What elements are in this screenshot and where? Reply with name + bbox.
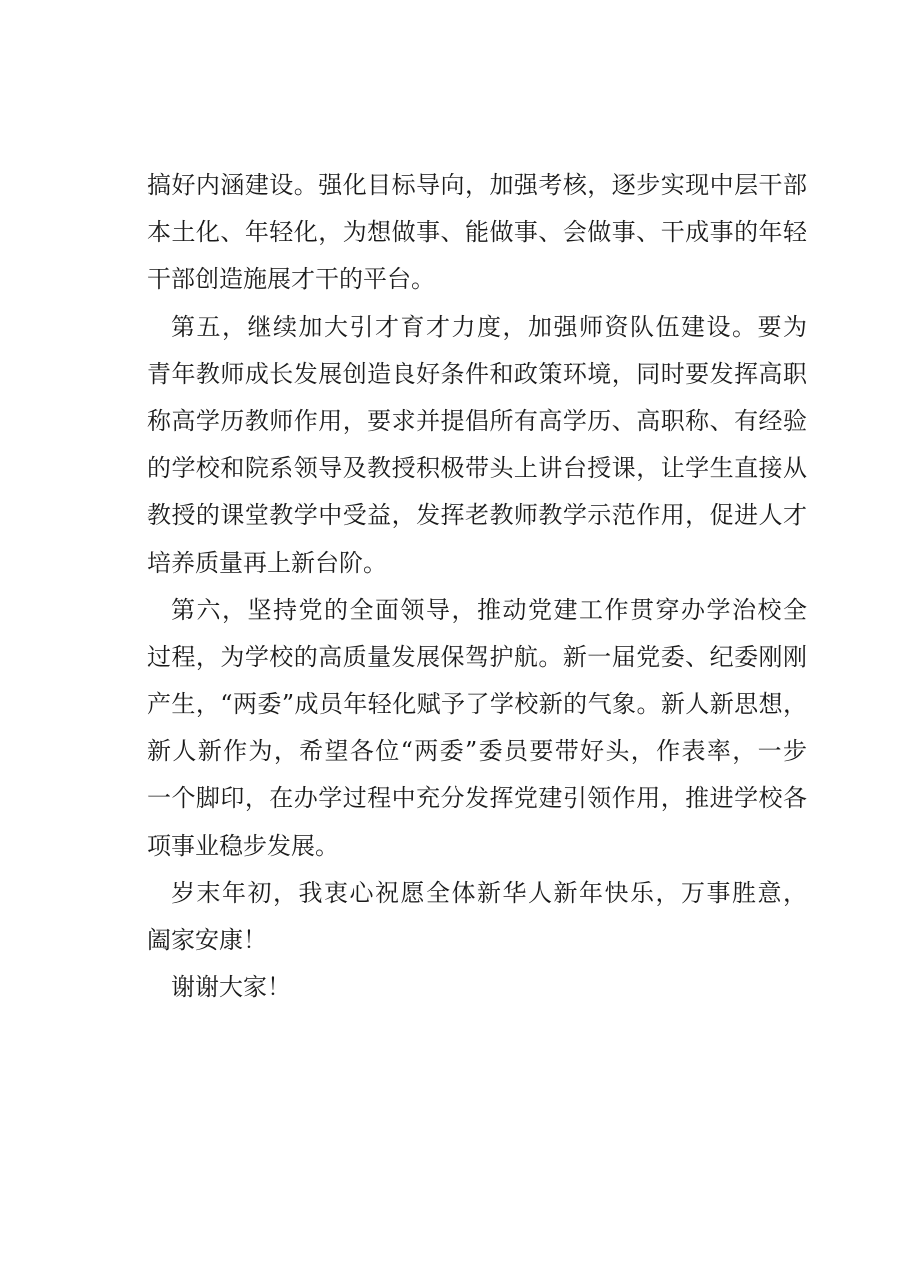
text-line: 过程，为学校的高质量发展保驾护航。新一届党委、纪委刚刚	[147, 642, 807, 671]
text-line: 一个脚印，在办学过程中充分发挥党建引领作用，推进学校各	[147, 784, 807, 813]
closing-line: 谢谢大家！	[171, 973, 291, 1002]
text-line: 阖家安康！	[147, 926, 267, 954]
text-line: 干部创造施展才干的平台。	[147, 265, 435, 294]
text-line: 产生，“两委”成员年轻化赋予了学校新的气象。新人新思想，	[147, 690, 807, 719]
text-line: 的学校和院系领导及教授积极带头上讲台授课，让学生直接从	[147, 454, 807, 483]
paragraph-first-line: 第六，坚持党的全面领导，推动党建工作贯穿办学治校全	[171, 595, 807, 624]
text-line: 本土化、年轻化，为想做事、能做事、会做事、干成事的年轻	[147, 218, 807, 247]
text-line: 称高学历教师作用，要求并提倡所有高学历、高职称、有经验	[147, 406, 807, 435]
text-line: 培养质量再上新台阶。	[147, 548, 387, 577]
text-line: 教授的课堂教学中受益，发挥老教师教学示范作用，促进人才	[147, 501, 807, 530]
text-line: 搞好内涵建设。强化目标导向，加强考核，逐步实现中层干部	[147, 171, 807, 199]
paragraph-first-line: 岁末年初，我衷心祝愿全体新华人新年快乐，万事胜意，	[171, 878, 807, 907]
text-line: 青年教师成长发展创造良好条件和政策环境，同时要发挥高职	[147, 359, 807, 388]
text-line: 新人新作为，希望各位“两委”委员要带好头，作表率，一步	[147, 737, 807, 766]
text-line: 项事业稳步发展。	[147, 831, 339, 860]
document-body	[147, 166, 807, 1015]
paragraph-first-line: 第五，继续加大引才育才力度，加强师资队伍建设。要为	[171, 312, 807, 341]
